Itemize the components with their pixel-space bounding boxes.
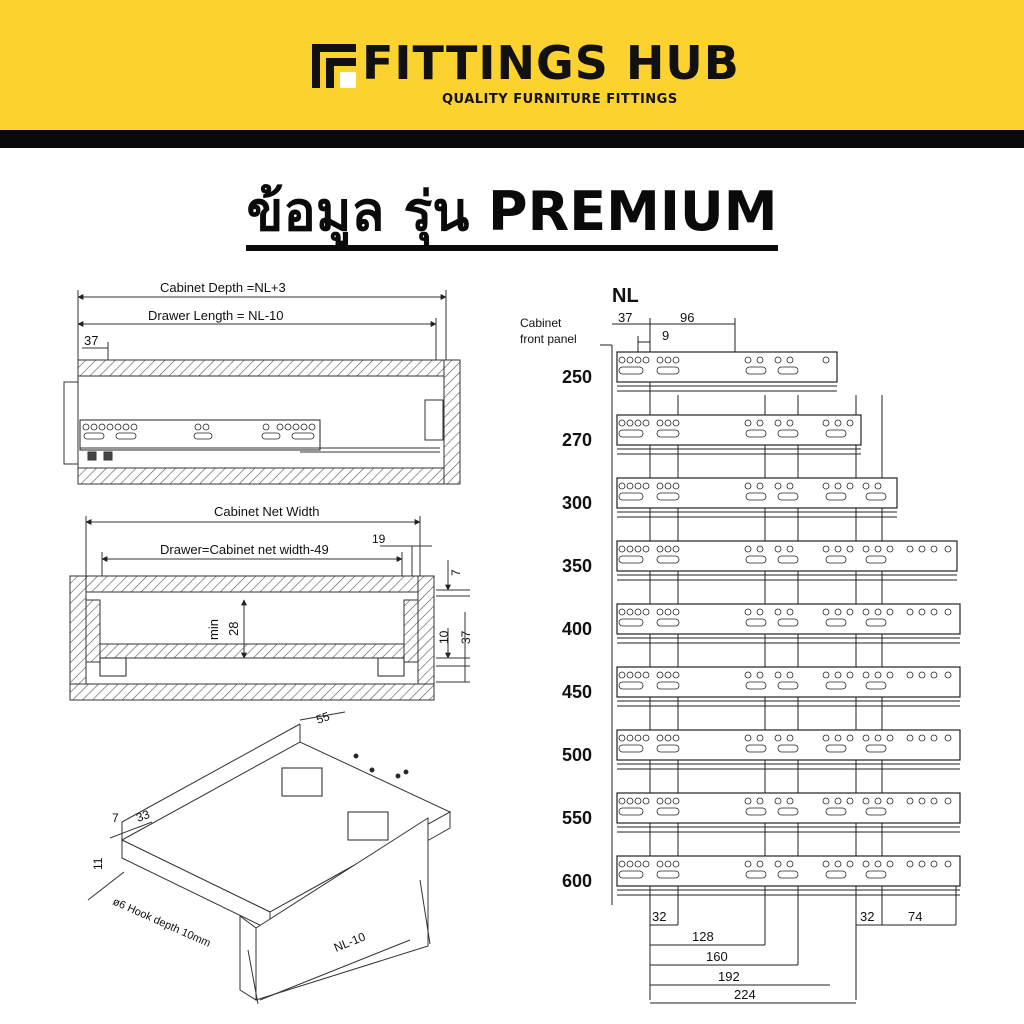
iso-dim-55-label: 55: [314, 709, 332, 727]
rail-bottom-dim-128: 128: [692, 929, 714, 944]
rail-top-dim-9: 9: [662, 328, 670, 343]
rail-length-label: 550: [562, 808, 593, 828]
front-dim-7-label: 7: [449, 569, 463, 576]
front-panel-label-1: Cabinet: [520, 316, 562, 330]
cabinet-depth-label: Cabinet Depth =NL+3: [160, 280, 286, 295]
rail-length-label: 400: [562, 619, 593, 639]
front-dim-28-label: 28: [226, 621, 241, 636]
rail-bottom-dim-32-left: 32: [652, 909, 667, 924]
iso-nl-label: NL-10: [331, 929, 368, 955]
rail-600: [562, 856, 960, 895]
rail-bottom-dim-74: 74: [908, 909, 923, 924]
rail-length-label: 600: [562, 871, 593, 891]
rail-400: [562, 604, 960, 643]
rail-500: [562, 730, 960, 769]
drawer-width-label: Drawer=Cabinet net width-49: [160, 542, 329, 557]
rail-top-dim-37: 37: [618, 310, 633, 325]
drawer-length-label: Drawer Length = NL-10: [148, 308, 284, 323]
rail-length-label: 500: [562, 745, 593, 765]
rail-length-label: 270: [562, 430, 593, 450]
rail-bottom-dim-32-right: 32: [860, 909, 875, 924]
rail-bottom-dim-160: 160: [706, 949, 728, 964]
brand-name: FITTINGS HUB: [362, 36, 740, 90]
cabinet-net-width-label: Cabinet Net Width: [214, 504, 320, 519]
front-dim-10-label: 10: [437, 630, 451, 644]
min-label: min: [206, 619, 221, 640]
rail-270: [562, 415, 861, 454]
rail-body: [617, 415, 861, 445]
rail-450: [562, 667, 960, 706]
rail-length-label: 350: [562, 556, 593, 576]
iso-dim-7-label: 7: [112, 811, 119, 825]
rail-350: [562, 541, 957, 580]
rail-top-dim-96: 96: [680, 310, 695, 325]
isometric-drawer-diagram: [88, 712, 450, 1004]
rail-length-label: 300: [562, 493, 593, 513]
page-title-text: ข้อมูล รุ่น PREMIUM: [246, 180, 777, 251]
rail-lengths-chart: [562, 352, 960, 895]
iso-dim-33-label: 33: [134, 807, 152, 825]
front-dim-37-label: 37: [459, 630, 473, 644]
rail-length-label: 450: [562, 682, 593, 702]
hook-depth-label: ø6 Hook depth 10mm: [110, 895, 213, 950]
side-dim-37-label: 37: [84, 333, 99, 348]
rail-250: [562, 352, 837, 391]
rail-length-label: 250: [562, 367, 593, 387]
rail-550: [562, 793, 960, 832]
nl-label: NL: [612, 285, 639, 307]
iso-dim-11-label: 11: [91, 857, 105, 870]
brand-tagline: QUALITY FURNITURE FITTINGS: [442, 92, 678, 107]
rail-body: [617, 352, 837, 382]
rail-bottom-dim-224: 224: [734, 987, 756, 1002]
front-panel-label-2: front panel: [520, 332, 577, 346]
front-dim-19-label: 19: [372, 532, 386, 546]
rail-bottom-dim-192: 192: [718, 969, 740, 984]
